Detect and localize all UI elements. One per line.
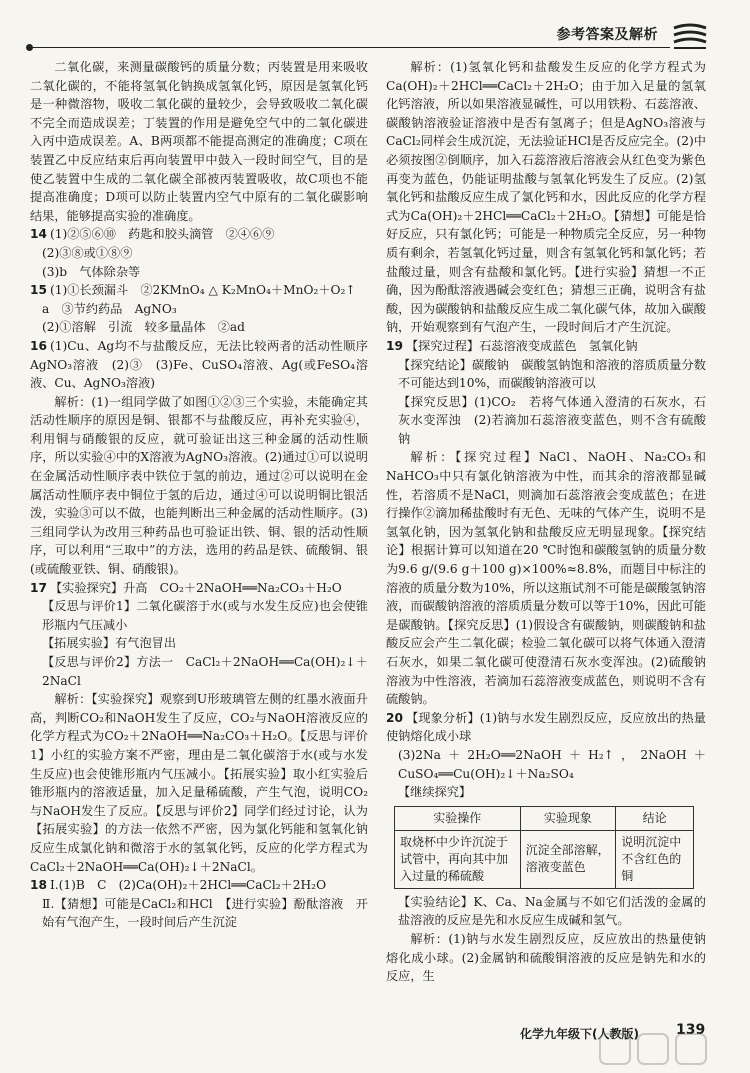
question-answer (386, 337, 706, 356)
answer-text: (1)②⑤⑥⑩ 药匙和胶头滴管 ②④⑥⑨ (49, 227, 275, 242)
question-answer (30, 225, 368, 244)
table-cell: 沉淀全部溶解，溶液变蓝色 (520, 830, 616, 888)
footer-subject: 化学九年级下(人教版) (520, 1027, 639, 1041)
question-answer (30, 337, 381, 393)
page-number: 139 (676, 1022, 706, 1038)
answer-text: 【现象分析】(1)钠与水发生剧烈反应，反应放出的热量使钠熔化成小球 (386, 710, 706, 744)
question-number: 18 (30, 878, 47, 893)
table-header-row (395, 806, 694, 830)
explanation-paragraph: 二氧化碳，来测量碳酸钙的质量分数；丙装置是用来吸收二氧化碳的，不能将氢氧化钠换成氢氧化钙，原因是氢氧化钙是一种微溶物，吸收二氧化碳的量较少，会导致吸收二氧化碳不完全而造成误差；丁装置的作用是避免空气中的二氧化碳进入丙中造成误差。A、B两项都不能提高测定的准确度；C项在装置乙中反应结束后再向装置甲中鼓入一段时间空气，目的是使乙装置中生成的二氧化碳全部被丙装置吸收，故C项也不能提高准确度；D项可以防止装置内空气中原有的二氧化碳影响结果，能够提高实验的准确度。 (30, 60, 368, 223)
question-number: 19 (386, 338, 403, 353)
answer-line: (2)③⑧或①⑧⑨ (42, 245, 133, 260)
answer-line: 【探究结论】碳酸钠 碳酸氢钠饱和溶液的溶质质量分数不可能达到10%，而碳酸钠溶液可以 (398, 357, 706, 391)
table-cell: 取烧杯中少许沉淀于试管中，再向其中加入过量的稀硫酸 (395, 830, 521, 888)
answer-text: Ⅰ.(1)B C (2)Ca(OH)₂＋2HCl══CaCl₂＋2H₂O (49, 878, 327, 893)
question-number: 15 (30, 283, 47, 298)
table-row (395, 830, 694, 888)
answer-line: Ⅱ.【猜想】可能是CaCl₂和HCl 【进行实验】酚酞溶液 开始有气泡产生，一段时间后产生沉淀 (42, 896, 368, 930)
answer-text: 【探究过程】石蕊溶液变成蓝色 氢氧化钠 (405, 338, 638, 353)
answer-line: (2)①溶解 引流 较多量晶体 ②ad (42, 320, 245, 335)
right-column (386, 58, 706, 986)
question-answer (30, 579, 368, 598)
question-answer (30, 876, 368, 895)
table-header-cell: 结论 (616, 806, 694, 830)
question-answer (386, 709, 706, 746)
table-header-cell: 实验现象 (520, 806, 616, 830)
answer-line: 【实验结论】K、Ca、Na金属与不如它们活泼的金属的盐溶液的反应是先和水反应生成碱和氢气。 (398, 894, 706, 928)
answer-line: 【继续探究】 (398, 785, 472, 800)
answer-text: (1)①长颈漏斗 ②2KMnO₄ △ K₂MnO₄＋MnO₂＋O₂↑ (49, 283, 356, 298)
answer-line: 【反思与评价1】二氧化碳溶于水(或与水发生反应)也会使锥形瓶内气压减小 (42, 599, 368, 632)
explanation-paragraph: 解析：【实验探究】观察到U形玻璃管左侧的红墨水液面升高，判断CO₂和NaOH发生了反应，CO₂与NaOH溶液反应的化学方程式为CO₂＋2NaOH══Na₂CO₃＋H₂O。【反思与评价1】小红的实验方案不严密，理由是二氧化碳溶于水(或与水发生反应)也会使锥形瓶内气压减小。【拓展实验】取小红实验后锥形瓶内的溶液适量，加入足量稀硫酸，产生气泡，说明CO₂与NaOH发生了反应。【反思与评价2】同学们经过讨论，认为【拓展实验】的方法一依然不严密，因为氯化钙能和氢氧化钠反应生成氯化钠和微溶于水的氢氧化钙，反应的化学方程式为CaCl₂＋2NaOH══Ca(OH)₂↓＋2NaCl。 (30, 692, 368, 874)
answer-line: (3)b 气体除杂等 (42, 264, 141, 279)
answer-line: (3)2Na＋2H₂O══2NaOH＋H₂↑，2NaOH＋CuSO₄══Cu(OH)₂↓＋Na₂SO₄ (398, 747, 706, 781)
left-column (30, 58, 381, 932)
watermark-logo-icon (598, 1030, 738, 1070)
header-rule (30, 47, 670, 48)
experiment-table (394, 806, 694, 889)
header-title: 参考答案及解析 (556, 27, 658, 43)
question-number: 16 (30, 338, 47, 353)
table-cell: 说明沉淀中不含红色的铜 (616, 830, 694, 888)
answer-line: 【拓展实验】有气泡冒出 (42, 636, 177, 651)
answer-line: 【探究反思】(1)CO₂ 若将气体通入澄清的石灰水，石灰水变浑浊 (2)若滴加石蕊溶液变蓝色，则不含有硫酸钠 (398, 394, 706, 446)
answer-text: 【实验探究】升高 CO₂＋2NaOH══Na₂CO₃＋H₂O (49, 580, 342, 595)
explanation-paragraph: 解析：(1)一组同学做了如图①②③三个实验，未能确定其活动性顺序的原因是铜、银都不与盐酸反应，再补充实验④，利用铜与硝酸银的反应，就可验证出这三种金属的活动性顺序，所以实验④中的X溶液为AgNO₃溶液。(2)通过①可以说明在金属活动性顺序表中铁位于氢的前边，通过②可以说明在金属活动性顺序表中铜位于氢的后边，通过④可以说明铜比银活泼，实验③可以不做，也能判断出三种金属的活动性顺序。(3)三组同学认为改用三种药品也可验证出铁、铜、银的活动性顺序，可以利用“三取中”的方法，选用的药品是铁、硫酸铜、银(或硫酸亚铁、铜、硝酸银)。 (30, 394, 368, 577)
explanation-paragraph: 解析：(1)氢氧化钙和盐酸发生反应的化学方程式为Ca(OH)₂＋2HCl══CaCl₂＋2H₂O；由于加入足量的氢氧化钙溶液，所以如果溶液显碱性，可以用铁粉、石蕊溶液、碳酸钠溶液验证溶液中是否有氢离子；但是AgNO₃溶液与CaCl₂同样会生成沉淀，无法验证HCl是否反应完全。(2)中必须按图②倒顺序，加入石蕊溶液后溶液会从红色变为紫色再变为蓝色，仍能证明盐酸与氢氧化钙发生了反应。(2)氢氧化钙和盐酸反应生成了氯化钙和水，因此反应的化学方程式为Ca(OH)₂＋2HCl══CaCl₂＋2H₂O。【猜想】可能是恰好反应，只有氯化钙；可能是一种物质完全反应，另一种物质有剩余，若氢氧化钙过量，则含有氢氧化钙和氯化钙；若盐酸过量，则含有盐酸和氯化钙。【进行实验】猜想一不正确，因为酚酞溶液遇碱会变红色；猜想三正确，说明含有盐酸，因为碳酸钠和盐酸反应生成二氧化碳气体，故加入碳酸钠，开始观察到有气泡产生，一段时间后才产生沉淀。 (386, 60, 706, 335)
page-header (0, 0, 750, 52)
answer-text: (1)Cu、Ag均不与盐酸反应，无法比较两者的活动性顺序 AgNO₃溶液 (2)③ (3)Fe、CuSO₄溶液、Ag(或FeSO₄溶液、Cu、AgNO₃溶液) (30, 338, 381, 391)
explanation-paragraph: 解析：【探究过程】NaCl、NaOH、Na₂CO₃和NaHCO₃中只有氯化钠溶液为中性，而其余的溶液都显碱性，若溶质不是NaCl，则滴加石蕊溶液会变成蓝色；在进行操作②滴加稀盐酸时有无色、无味的气体产生，说明不是氢氧化钠，因为氢氧化钠和盐酸反应无明显现象。【探究结论】根据计算可以知道在20 ℃时饱和碳酸氢钠的质量分数为9.6 g/(9.6 g＋100 g)×100%≈8.8%，而题目中标注的溶液的质量分数为10%，所以这瓶试剂不可能是碳酸氢钠溶液，而碳酸钠溶液的溶质质量分数可以等于10%，因此可能是碳酸钠。【探究反思】(1)假设含有碳酸钠，则碳酸钠和盐酸反应会产生二氧化碳；检验二氧化碳可以将气体通入澄清石灰水，如果二氧化碳可使澄清石灰水变浑浊。(2)硫酸钠溶液为中性溶液，若滴加石蕊溶液变成蓝色，则说明不含有硫酸钠。 (386, 450, 706, 707)
table-header-cell: 实验操作 (395, 806, 521, 830)
explanation-paragraph: 解析：(1)钠与水发生剧烈反应，反应放出的热量使钠熔化成小球。(2)金属钠和硫酸铜溶液的反应是钠先和水的反应，生 (386, 931, 706, 984)
answer-line: a ③节约药品 AgNO₃ (42, 301, 177, 316)
question-number: 17 (30, 580, 47, 595)
answer-line: 【反思与评价2】方法一 CaCl₂＋2NaOH══Ca(OH)₂↓＋2NaCl (42, 655, 368, 688)
book-logo-icon (670, 22, 710, 50)
question-number: 20 (386, 710, 403, 725)
question-number: 14 (30, 227, 47, 242)
question-answer (30, 281, 368, 300)
